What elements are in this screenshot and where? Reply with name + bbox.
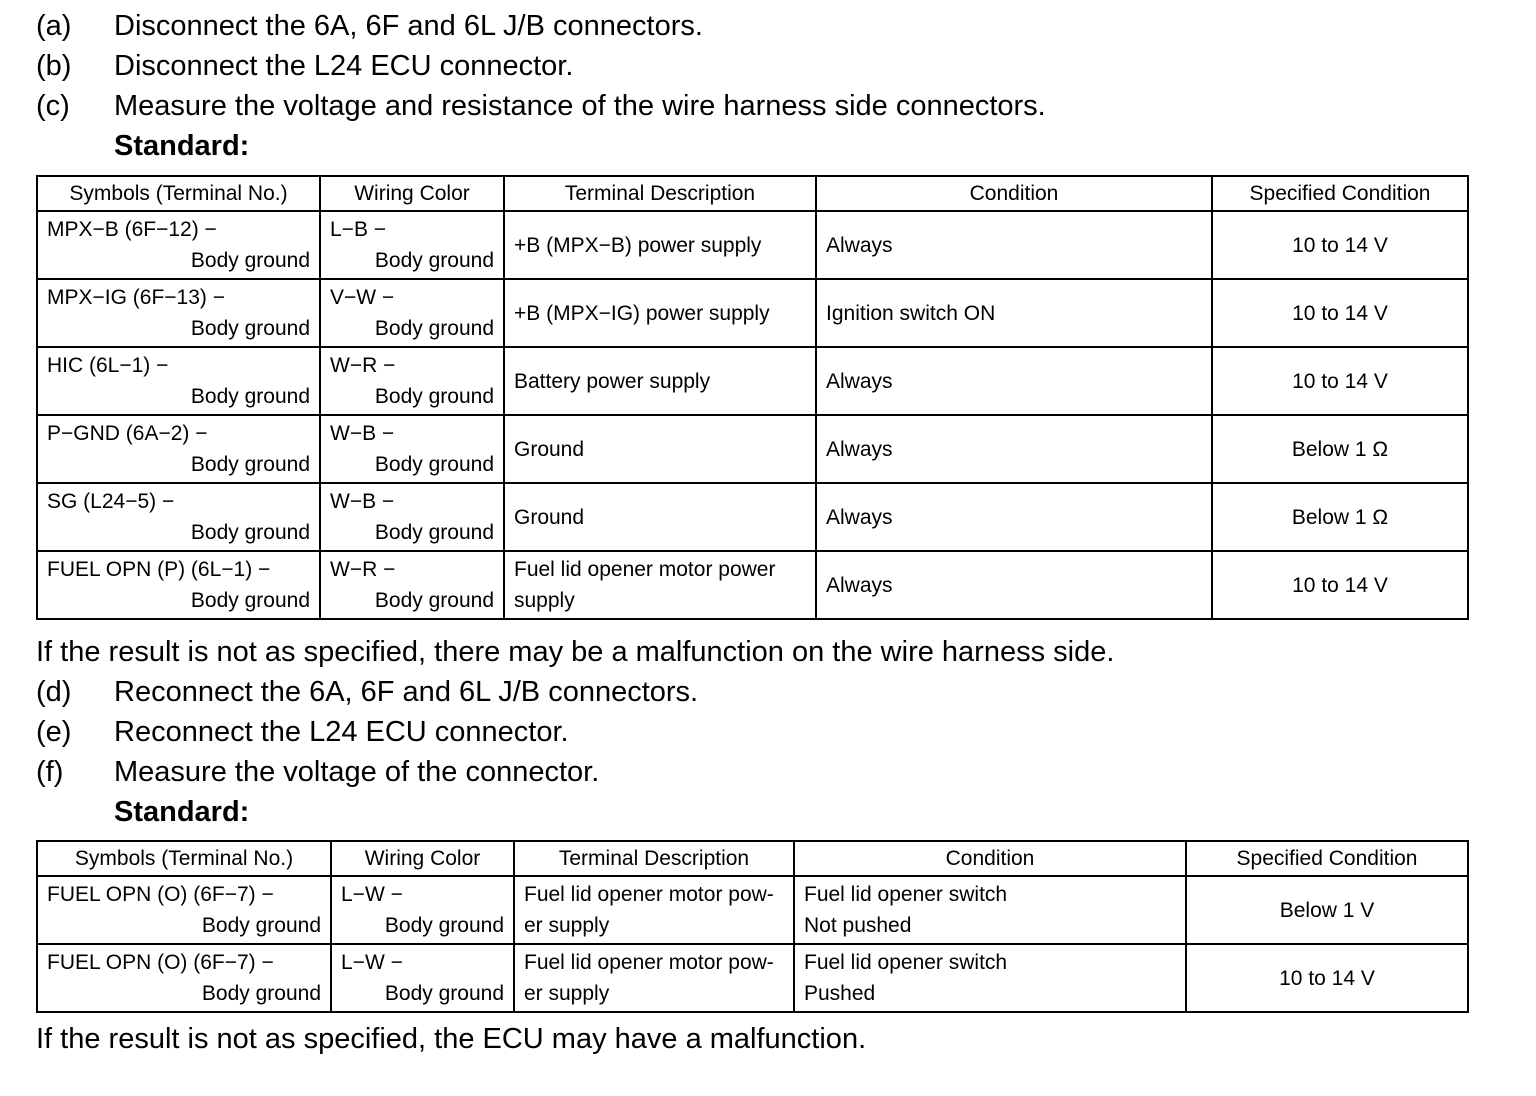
description-cell: Ground [504,415,816,483]
step-b [36,48,573,84]
symbol-sub-text: Body ground [201,982,321,1005]
wire-sub-text: Body ground [384,982,504,1005]
wire-text: W−B − [330,422,395,445]
description-cell: +B (MPX−B) power supply [504,211,816,279]
header-symbols: Symbols (Terminal No.) [37,841,331,876]
header-condition: Condition [794,841,1186,876]
header-wiring-color: Wiring Color [331,841,514,876]
symbol-text: P−GND (6A−2) − [47,422,208,445]
condition-cell: Always [816,211,1212,279]
wire-text: W−R − [330,354,396,377]
description-cell: Ground [504,483,816,551]
table-header-row [37,176,1468,211]
wire-cell [331,944,514,1012]
wire-sub-text: Body ground [374,317,494,340]
symbol-sub-text: Body ground [190,317,310,340]
symbol-cell [37,211,320,279]
step-text: Reconnect the 6A, 6F and 6L J/B connectors. [114,676,699,708]
symbol-cell [37,876,331,944]
symbol-text: FUEL OPN (P) (6L−1) − [47,558,271,581]
specified-cell: 10 to 14 V [1212,347,1468,415]
wire-sub-text: Body ground [374,521,494,544]
wire-cell [320,211,504,279]
wire-text: W−R − [330,558,396,581]
description-cell: Battery power supply [504,347,816,415]
symbol-text: FUEL OPN (O) (6F−7) − [47,883,274,906]
symbol-sub-text: Body ground [201,914,321,937]
specified-cell: Below 1 V [1186,876,1468,944]
table-row [37,347,1468,415]
step-e [36,714,569,750]
header-wiring-color: Wiring Color [320,176,504,211]
description-cell: +B (MPX−IG) power supply [504,279,816,347]
step-f [36,754,599,790]
result-note-1: If the result is not as specified, there may be a malfunction on the wire harness side. [36,636,1115,668]
wire-cell [320,483,504,551]
symbol-text: SG (L24−5) − [47,490,175,513]
symbol-cell [37,483,320,551]
symbol-cell [37,279,320,347]
table-row [37,415,1468,483]
header-specified-condition: Specified Condition [1186,841,1468,876]
header-symbols: Symbols (Terminal No.) [37,176,320,211]
description-text: Fuel lid opener motor pow- [524,951,774,974]
condition-cell: Always [816,347,1212,415]
step-d [36,674,698,710]
table-row [37,944,1468,1012]
description-cell [504,551,816,619]
symbol-sub-text: Body ground [190,589,310,612]
condition-cell: Ignition switch ON [816,279,1212,347]
wire-text: L−W − [341,883,403,906]
condition-sub-text: Pushed [804,982,876,1005]
wire-cell [320,279,504,347]
wire-sub-text: Body ground [374,453,494,476]
condition-text: Fuel lid opener switch [804,883,1008,906]
specified-cell: Below 1 Ω [1212,483,1468,551]
specified-cell: 10 to 14 V [1212,279,1468,347]
condition-cell: Always [816,551,1212,619]
table-row [37,876,1468,944]
wire-sub-text: Body ground [374,589,494,612]
step-label: (a) [36,10,72,42]
header-specified-condition: Specified Condition [1212,176,1468,211]
description-text: Fuel lid opener motor pow- [524,883,774,906]
step-label: (e) [36,716,72,748]
symbol-text: HIC (6L−1) − [47,354,169,377]
wire-text: V−W − [330,286,395,309]
description-sub-text: er supply [524,982,610,1005]
wire-sub-text: Body ground [374,249,494,272]
wire-cell [320,347,504,415]
step-label: (f) [36,756,64,788]
standard-heading-1: Standard: [114,130,250,162]
description-cell [514,876,794,944]
symbol-cell [37,551,320,619]
specified-cell: 10 to 14 V [1212,551,1468,619]
step-c [36,88,1046,124]
specified-cell: 10 to 14 V [1212,211,1468,279]
wire-text: W−B − [330,490,395,513]
symbol-cell [37,347,320,415]
standard-table-1 [36,175,1469,620]
wire-text: L−W − [341,951,403,974]
specified-cell: 10 to 14 V [1186,944,1468,1012]
result-note-2: If the result is not as specified, the ECU may have a malfunction. [36,1023,867,1055]
symbol-sub-text: Body ground [190,249,310,272]
step-label: (b) [36,50,72,82]
standard-table-2 [36,840,1469,1013]
symbol-text: FUEL OPN (O) (6F−7) − [47,951,274,974]
symbol-sub-text: Body ground [190,453,310,476]
condition-cell: Always [816,483,1212,551]
header-terminal-description: Terminal Description [514,841,794,876]
step-text: Reconnect the L24 ECU connector. [114,716,569,748]
condition-cell [794,876,1186,944]
specified-cell: Below 1 Ω [1212,415,1468,483]
condition-cell: Always [816,415,1212,483]
table-row [37,483,1468,551]
step-label: (c) [36,90,70,122]
wire-sub-text: Body ground [384,914,504,937]
step-text: Disconnect the 6A, 6F and 6L J/B connectors. [114,10,703,42]
table-header-row [37,841,1468,876]
symbol-cell [37,415,320,483]
wire-cell [320,415,504,483]
description-cell [514,944,794,1012]
standard-heading-2: Standard: [114,796,250,828]
wire-cell [320,551,504,619]
header-condition: Condition [816,176,1212,211]
wire-cell [331,876,514,944]
symbol-text: MPX−B (6F−12) − [47,218,217,241]
symbol-cell [37,944,331,1012]
table-row [37,551,1468,619]
description-sub-text: supply [514,589,575,612]
table-row [37,211,1468,279]
step-text: Measure the voltage and resistance of the wire harness side connectors. [114,90,1046,122]
description-text: Fuel lid opener motor power [514,558,776,581]
condition-text: Fuel lid opener switch [804,951,1008,974]
step-label: (d) [36,676,72,708]
symbol-text: MPX−IG (6F−13) − [47,286,225,309]
condition-sub-text: Not pushed [804,914,912,937]
wire-sub-text: Body ground [374,385,494,408]
symbol-sub-text: Body ground [190,521,310,544]
condition-cell [794,944,1186,1012]
step-text: Disconnect the L24 ECU connector. [114,50,574,82]
symbol-sub-text: Body ground [190,385,310,408]
table-row [37,279,1468,347]
step-a [36,8,703,44]
description-sub-text: er supply [524,914,610,937]
step-text: Measure the voltage of the connector. [114,756,600,788]
header-terminal-description: Terminal Description [504,176,816,211]
wire-text: L−B − [330,218,387,241]
